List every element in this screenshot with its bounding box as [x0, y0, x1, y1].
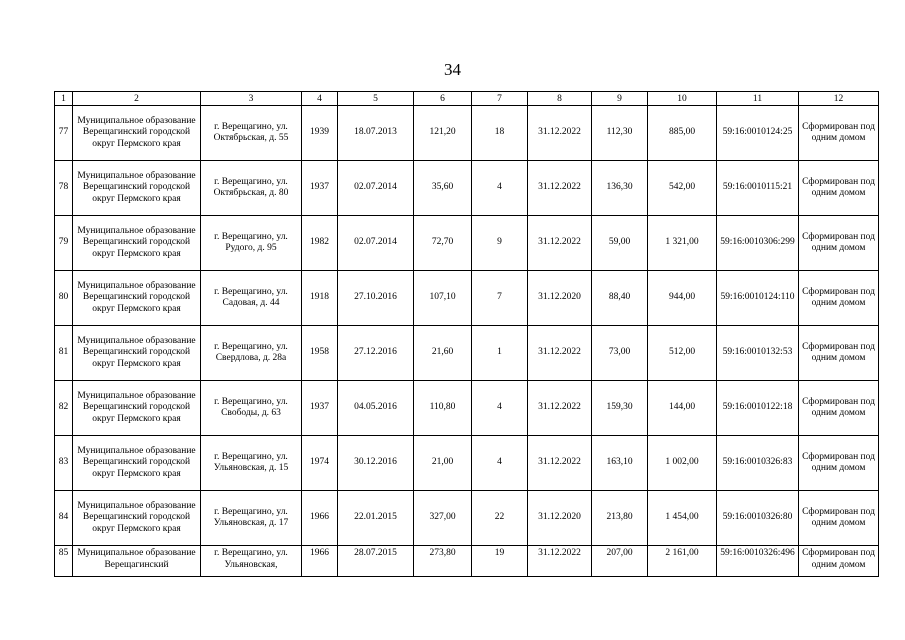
residents-cell: 1	[472, 326, 528, 381]
residents-cell: 18	[472, 106, 528, 161]
year-cell: 1939	[302, 106, 338, 161]
deadline-cell: 31.12.2022	[528, 546, 592, 577]
column-number: 7	[472, 92, 528, 106]
land-status-cell: Сформирован под одним домом	[799, 546, 879, 577]
area-second-cell: 213,80	[592, 491, 648, 546]
row-number-cell: 77	[55, 106, 73, 161]
address-cell: г. Верещагино, ул. Октябрьская, д. 55	[201, 106, 302, 161]
owner-cell: Муниципальное образование Верещагинский	[73, 546, 201, 577]
owner-cell: Муниципальное образование Верещагинский городской округ Пермского края	[73, 436, 201, 491]
row-number-cell: 84	[55, 491, 73, 546]
land-area-cell: 1 454,00	[648, 491, 717, 546]
land-status-cell: Сформирован под одним домом	[799, 271, 879, 326]
cadastral-number-cell: 59:16:0010326:83	[717, 436, 799, 491]
table-row	[55, 436, 879, 491]
address-cell: г. Верещагино, ул. Ульяновская, д. 15	[201, 436, 302, 491]
land-status-cell: Сформирован под одним домом	[799, 106, 879, 161]
year-cell: 1974	[302, 436, 338, 491]
deadline-cell: 31.12.2022	[528, 216, 592, 271]
area-cell: 327,00	[414, 491, 472, 546]
cadastral-number-cell: 59:16:0010115:21	[717, 161, 799, 216]
residents-cell: 22	[472, 491, 528, 546]
residents-cell: 19	[472, 546, 528, 577]
address-cell: г. Верещагино, ул. Садовая, д. 44	[201, 271, 302, 326]
area-cell: 107,10	[414, 271, 472, 326]
land-area-cell: 944,00	[648, 271, 717, 326]
owner-cell: Муниципальное образование Верещагинский городской округ Пермского края	[73, 271, 201, 326]
area-second-cell: 73,00	[592, 326, 648, 381]
owner-cell: Муниципальное образование Верещагинский городской округ Пермского края	[73, 161, 201, 216]
column-number: 12	[799, 92, 879, 106]
column-number: 8	[528, 92, 592, 106]
address-cell: г. Верещагино, ул. Рудого, д. 95	[201, 216, 302, 271]
cadastral-number-cell: 59:16:0010132:53	[717, 326, 799, 381]
address-cell: г. Верещагино, ул. Свободы, д. 63	[201, 381, 302, 436]
cadastral-number-cell: 59:16:0010122:18	[717, 381, 799, 436]
area-cell: 121,20	[414, 106, 472, 161]
row-number-cell: 83	[55, 436, 73, 491]
residents-cell: 9	[472, 216, 528, 271]
area-cell: 21,00	[414, 436, 472, 491]
cadastral-number-cell: 59:16:0010326:80	[717, 491, 799, 546]
deadline-cell: 31.12.2022	[528, 436, 592, 491]
column-number: 6	[414, 92, 472, 106]
area-cell: 72,70	[414, 216, 472, 271]
row-number-cell: 78	[55, 161, 73, 216]
residents-cell: 4	[472, 161, 528, 216]
table-row	[55, 326, 879, 381]
address-cell: г. Верещагино, ул. Октябрьская, д. 80	[201, 161, 302, 216]
land-status-cell: Сформирован под одним домом	[799, 161, 879, 216]
date-cell: 02.07.2014	[338, 216, 414, 271]
cadastral-number-cell: 59:16:0010326:496	[717, 546, 799, 577]
year-cell: 1937	[302, 381, 338, 436]
column-number: 1	[55, 92, 73, 106]
date-cell: 04.05.2016	[338, 381, 414, 436]
column-number: 4	[302, 92, 338, 106]
owner-cell: Муниципальное образование Верещагинский городской округ Пермского края	[73, 381, 201, 436]
area-cell: 21,60	[414, 326, 472, 381]
land-status-cell: Сформирован под одним домом	[799, 326, 879, 381]
date-cell: 18.07.2013	[338, 106, 414, 161]
column-number-row	[55, 92, 879, 106]
land-area-cell: 512,00	[648, 326, 717, 381]
land-status-cell: Сформирован под одним домом	[799, 381, 879, 436]
land-area-cell: 1 002,00	[648, 436, 717, 491]
table-row	[55, 491, 879, 546]
table-row	[55, 106, 879, 161]
area-second-cell: 112,30	[592, 106, 648, 161]
cadastral-number-cell: 59:16:0010306:299	[717, 216, 799, 271]
table-row	[55, 216, 879, 271]
land-area-cell: 542,00	[648, 161, 717, 216]
cadastral-number-cell: 59:16:0010124:110	[717, 271, 799, 326]
row-number-cell: 80	[55, 271, 73, 326]
row-number-cell: 85	[55, 546, 73, 577]
area-cell: 110,80	[414, 381, 472, 436]
deadline-cell: 31.12.2022	[528, 161, 592, 216]
row-number-cell: 79	[55, 216, 73, 271]
column-number: 5	[338, 92, 414, 106]
date-cell: 27.12.2016	[338, 326, 414, 381]
year-cell: 1966	[302, 546, 338, 577]
year-cell: 1937	[302, 161, 338, 216]
area-second-cell: 88,40	[592, 271, 648, 326]
owner-cell: Муниципальное образование Верещагинский городской округ Пермского края	[73, 326, 201, 381]
year-cell: 1982	[302, 216, 338, 271]
address-cell: г. Верещагино, ул. Ульяновская,	[201, 546, 302, 577]
column-number: 2	[73, 92, 201, 106]
land-status-cell: Сформирован под одним домом	[799, 491, 879, 546]
land-area-cell: 885,00	[648, 106, 717, 161]
date-cell: 27.10.2016	[338, 271, 414, 326]
land-status-cell: Сформирован под одним домом	[799, 436, 879, 491]
date-cell: 28.07.2015	[338, 546, 414, 577]
land-area-cell: 2 161,00	[648, 546, 717, 577]
land-area-cell: 1 321,00	[648, 216, 717, 271]
table-row	[55, 546, 879, 577]
area-second-cell: 207,00	[592, 546, 648, 577]
table-row	[55, 271, 879, 326]
deadline-cell: 31.12.2020	[528, 271, 592, 326]
column-number: 10	[648, 92, 717, 106]
deadline-cell: 31.12.2022	[528, 106, 592, 161]
deadline-cell: 31.12.2022	[528, 381, 592, 436]
land-area-cell: 144,00	[648, 381, 717, 436]
row-number-cell: 82	[55, 381, 73, 436]
date-cell: 22.01.2015	[338, 491, 414, 546]
page-number: 34	[444, 60, 461, 79]
column-number: 11	[717, 92, 799, 106]
year-cell: 1918	[302, 271, 338, 326]
area-second-cell: 163,10	[592, 436, 648, 491]
table-row	[55, 381, 879, 436]
land-status-cell: Сформирован под одним домом	[799, 216, 879, 271]
deadline-cell: 31.12.2022	[528, 326, 592, 381]
housing-table	[54, 91, 879, 577]
address-cell: г. Верещагино, ул. Свердлова, д. 28а	[201, 326, 302, 381]
deadline-cell: 31.12.2020	[528, 491, 592, 546]
owner-cell: Муниципальное образование Верещагинский городской округ Пермского края	[73, 491, 201, 546]
residents-cell: 4	[472, 381, 528, 436]
area-second-cell: 136,30	[592, 161, 648, 216]
area-cell: 35,60	[414, 161, 472, 216]
table-row	[55, 161, 879, 216]
year-cell: 1966	[302, 491, 338, 546]
cadastral-number-cell: 59:16:0010124:25	[717, 106, 799, 161]
owner-cell: Муниципальное образование Верещагинский городской округ Пермского края	[73, 106, 201, 161]
date-cell: 02.07.2014	[338, 161, 414, 216]
owner-cell: Муниципальное образование Верещагинский городской округ Пермского края	[73, 216, 201, 271]
area-second-cell: 159,30	[592, 381, 648, 436]
address-cell: г. Верещагино, ул. Ульяновская, д. 17	[201, 491, 302, 546]
area-second-cell: 59,00	[592, 216, 648, 271]
date-cell: 30.12.2016	[338, 436, 414, 491]
column-number: 9	[592, 92, 648, 106]
residents-cell: 7	[472, 271, 528, 326]
residents-cell: 4	[472, 436, 528, 491]
year-cell: 1958	[302, 326, 338, 381]
row-number-cell: 81	[55, 326, 73, 381]
column-number: 3	[201, 92, 302, 106]
area-cell: 273,80	[414, 546, 472, 577]
